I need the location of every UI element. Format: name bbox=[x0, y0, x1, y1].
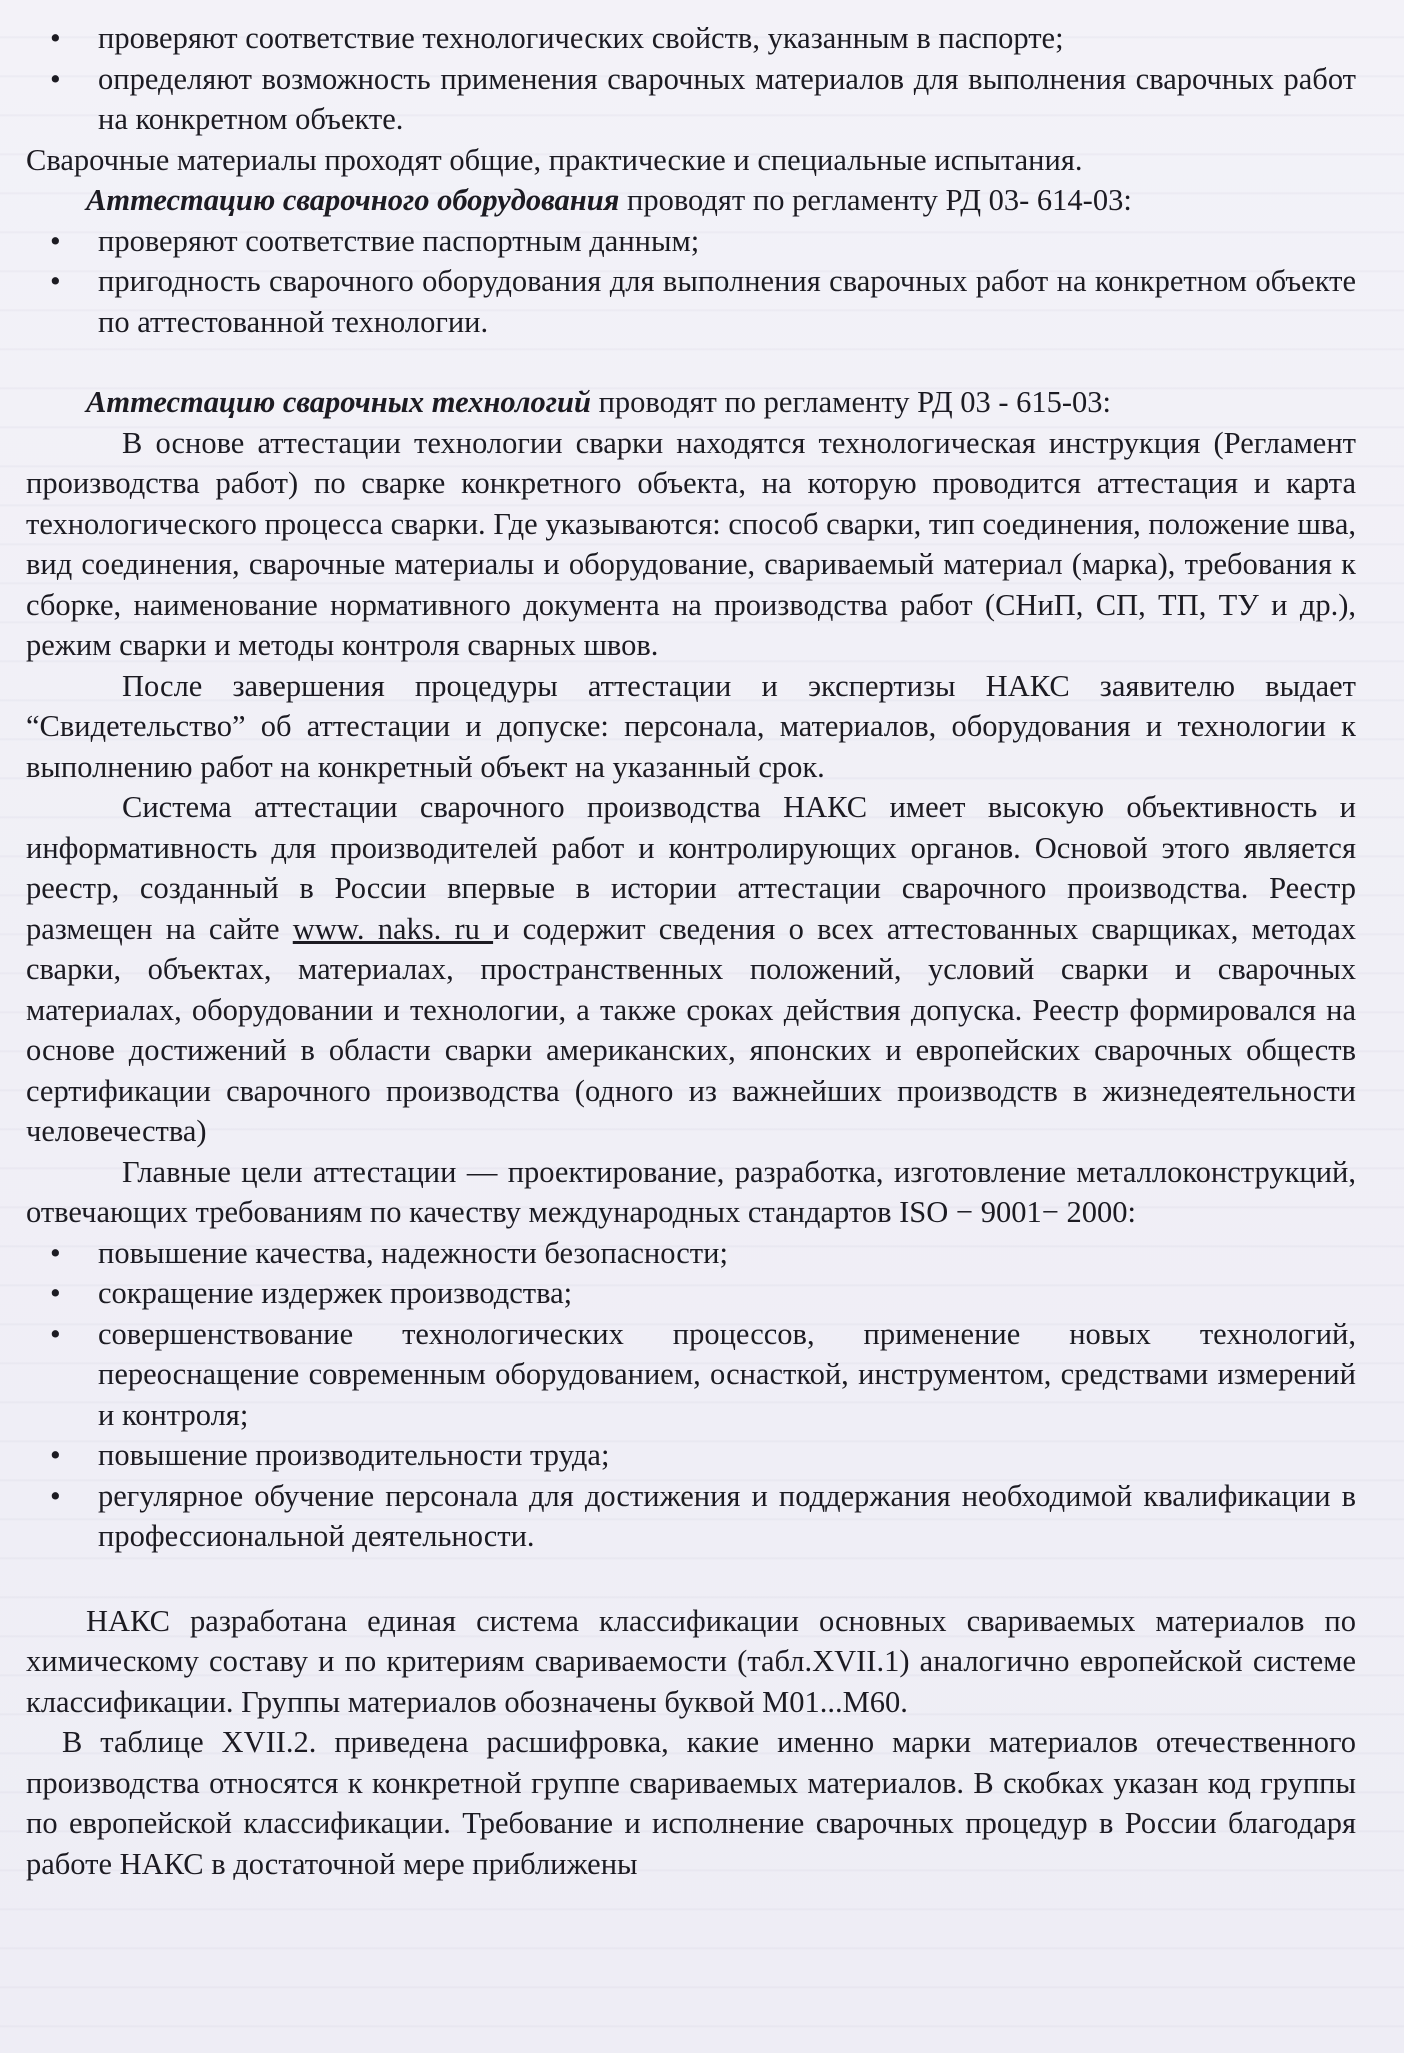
paragraph-tech-heading: Аттестацию сварочных технологий проводят по регламенту РД 03 - 615-03: bbox=[86, 385, 1112, 419]
technology-heading: Аттестацию сварочных технологий bbox=[86, 385, 591, 419]
equipment-check-list bbox=[26, 221, 1356, 343]
bullet-icon: • bbox=[50, 21, 61, 55]
document-body bbox=[26, 18, 1356, 1884]
bullet-icon: • bbox=[50, 1316, 61, 1351]
paragraph-naks-classification: НАКС разработана единая система классификации основных свариваемых материалов по химическому составу и по критериям свариваемости (табл.XVII.1) аналогично европейской системе классификации. Группы материалов обозначены буквой М01...М60. bbox=[26, 1603, 1356, 1719]
list-item: • определяют возможность применения сварочных материалов для выполнения сварочных работ на конкретном объекте. bbox=[26, 59, 1356, 140]
list-item: • сокращение издержек производства; bbox=[26, 1273, 1356, 1314]
bullet-icon: • bbox=[50, 1276, 61, 1310]
list-item: • проверяют соответствие паспортным данным; bbox=[26, 221, 1356, 262]
equipment-heading: Аттестацию сварочного оборудования bbox=[86, 183, 620, 217]
list-item: • совершенствование технологических процессов, применение новых технологий, переоснащение современным оборудованием, оснасткой, инструментом, средствами измерений и контроля; bbox=[26, 1314, 1356, 1436]
spacer bbox=[26, 342, 1356, 382]
list-item: • повышение производительности труда; bbox=[26, 1435, 1356, 1476]
registry-link[interactable]: www. naks. ru bbox=[292, 911, 494, 946]
paragraph-table-decoding: В таблице XVII.2. приведена расшифровка, какие именно марки материалов отечественного производства относятся к конкретной группе свариваемых материалов. В скобках указан код группы по европейской классификации. Требование и исполнение сварочных процедур в России благодаря работе НАКС в достаточной мере приближены bbox=[26, 1725, 1356, 1881]
bullet-icon: • bbox=[50, 1478, 61, 1513]
list-item: • регулярное обучение персонала для достижения и поддержания необходимой квалификации в профессиональной деятельности. bbox=[26, 1476, 1356, 1557]
goals-list bbox=[26, 1233, 1356, 1557]
bullet-icon: • bbox=[50, 1235, 61, 1270]
paragraph-basis: В основе аттестации технологии сварки находятся технологическая инструкция (Регламент производства работ) по сварке конкретного объекта, на которую проводится аттестация и карта технологического процесса сварки. Где указываются: способ сварки, тип соединения, положение шва, вид соединения, сварочные материалы и оборудование, свариваемый материал (марка), требования к сборке, наименование нормативного документа на производства работ (СНиП, СП, ТП, ТУ и др.), режим сварки и методы контроля сварных швов. bbox=[26, 425, 1356, 662]
list-item: • проверяют соответствие технологических свойств, указанным в паспорте; bbox=[26, 18, 1356, 59]
list-item: • пригодность сварочного оборудования для выполнения сварочных работ на конкретном объекте по аттестованной технологии. bbox=[26, 261, 1356, 342]
paragraph-system: Система аттестации сварочного производства НАКС имеет высокую объективность и информативность для производителей работ и контролирующих органов. Основой этого является реестр, созданный в России впервые в истории аттестации сварочного производства. Реестр размещен на сайте www. naks. ru и содержит сведения о всех аттестованных сварщиках, методах сварки, объектах, материалах, пространственных положений, условий сварки и сварочных материалах, оборудовании и технологии, а также сроках действия допуска. Реестр формировался на основе достижений в области сварки американских, японских и европейских сварочных обществ сертификации сварочного производства (одного из важнейших производств в жизнедеятельности человечества) bbox=[26, 790, 1356, 1148]
bullet-icon: • bbox=[50, 223, 61, 258]
list-item: • повышение качества, надежности безопасности; bbox=[26, 1233, 1356, 1274]
bullet-icon: • bbox=[50, 61, 61, 96]
spacer bbox=[26, 1557, 1356, 1601]
paragraph-materials-tests: Сварочные материалы проходят общие, практические и специальные испытания. bbox=[26, 142, 1083, 177]
paragraph-equipment-heading: Аттестацию сварочного оборудования проводят по регламенту РД 03- 614-03: bbox=[86, 183, 1132, 217]
bullet-icon: • bbox=[50, 1438, 61, 1472]
paragraph-goals: Главные цели аттестации — проектирование, разработка, изготовление металлоконструкций, отвечающих требованиям по качеству международных стандартов ISO − 9001− 2000: bbox=[26, 1154, 1356, 1229]
bullet-icon: • bbox=[50, 264, 61, 298]
materials-check-list bbox=[26, 18, 1356, 140]
paragraph-certificate: После завершения процедуры аттестации и экспертизы НАКС заявителю выдает “Свидетельство” об аттестации и допуске: персонала, материалов, оборудования и технологии к выполнению работ на конкретный объект на указанный срок. bbox=[26, 668, 1356, 784]
